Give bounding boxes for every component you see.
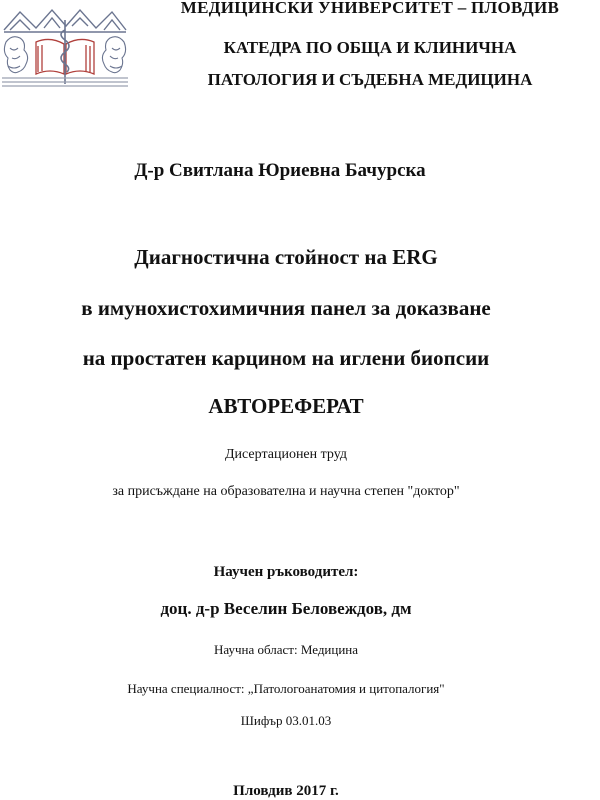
city-year: Пловдив 2017 г. <box>233 783 339 799</box>
scientific-specialty: Научна специалност: „Патологоанатомия и цитопалогия" <box>127 681 445 696</box>
university-name: МЕДИЦИНСКИ УНИВЕРСИТЕТ – ПЛОВДИВ <box>180 0 560 17</box>
specialty-code: Шифър 03.01.03 <box>240 713 332 728</box>
title-line-3: на простатен карцином на иглени биопсии <box>82 346 490 370</box>
title-line-2: в имунохистохимичния панел за доказване <box>81 296 491 320</box>
supervisor-name: доц. д-р Веселин Беловеждов, дм <box>160 599 412 618</box>
department-line-2: ПАТОЛОГИЯ И СЪДЕБНА МЕДИЦИНА <box>207 70 533 89</box>
supervisor-label: Научен ръководител: <box>213 564 359 580</box>
scientific-field: Научна област: Медицина <box>213 642 359 657</box>
title-line-1: Диагностична стойност на ERG <box>134 245 438 269</box>
document-type: АВТОРЕФЕРАТ <box>208 394 364 418</box>
degree-description: за присъждане на образователна и научна степен "доктор" <box>112 484 460 499</box>
university-logo-icon <box>0 2 130 90</box>
department-line-1: КАТЕДРА ПО ОБЩА И КЛИНИЧНА <box>223 38 517 57</box>
author-name: Д-р Свитлана Юриевна Бачурска <box>134 160 426 181</box>
dissertation-label: Дисертационен труд <box>225 447 347 462</box>
